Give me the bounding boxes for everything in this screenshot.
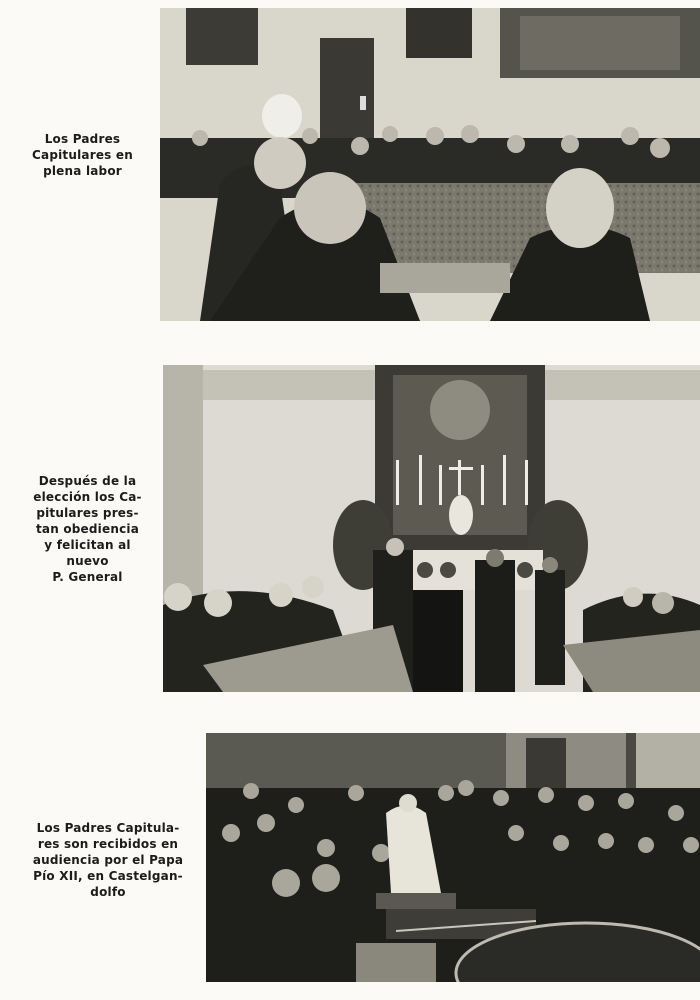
caption-2-line: nuevo [66, 554, 109, 568]
caption-2-line: P. General [52, 570, 123, 584]
caption-2-line: y felicitan al [44, 538, 131, 552]
caption-2 [30, 473, 145, 585]
photo-altar-obedience [163, 365, 700, 692]
caption-3-line: res son recibidos en [37, 837, 179, 851]
caption-1-line: Capitulares en [32, 148, 133, 162]
caption-2-line: pitulares pres- [36, 506, 139, 520]
photo-image [206, 733, 700, 982]
photo-papal-audience [206, 733, 700, 982]
photo-chapter-meeting [160, 8, 700, 321]
caption-1-line: Los Padres [44, 132, 121, 146]
caption-3-line: audiencia por el Papa [32, 853, 184, 867]
caption-1 [20, 131, 145, 179]
caption-3-line: Los Padres Capitula- [36, 821, 180, 835]
photo-image [160, 8, 700, 321]
caption-2-line: Después de la [38, 474, 137, 488]
caption-3-line: dolfo [90, 885, 126, 899]
caption-2-line: tan obediencia [35, 522, 140, 536]
photo-image [163, 365, 700, 692]
caption-1-line: plena labor [43, 164, 122, 178]
caption-2-line: elección los Ca- [33, 490, 142, 504]
caption-3-line: Pío XII, en Castelgan- [33, 869, 183, 883]
caption-3 [28, 820, 188, 900]
